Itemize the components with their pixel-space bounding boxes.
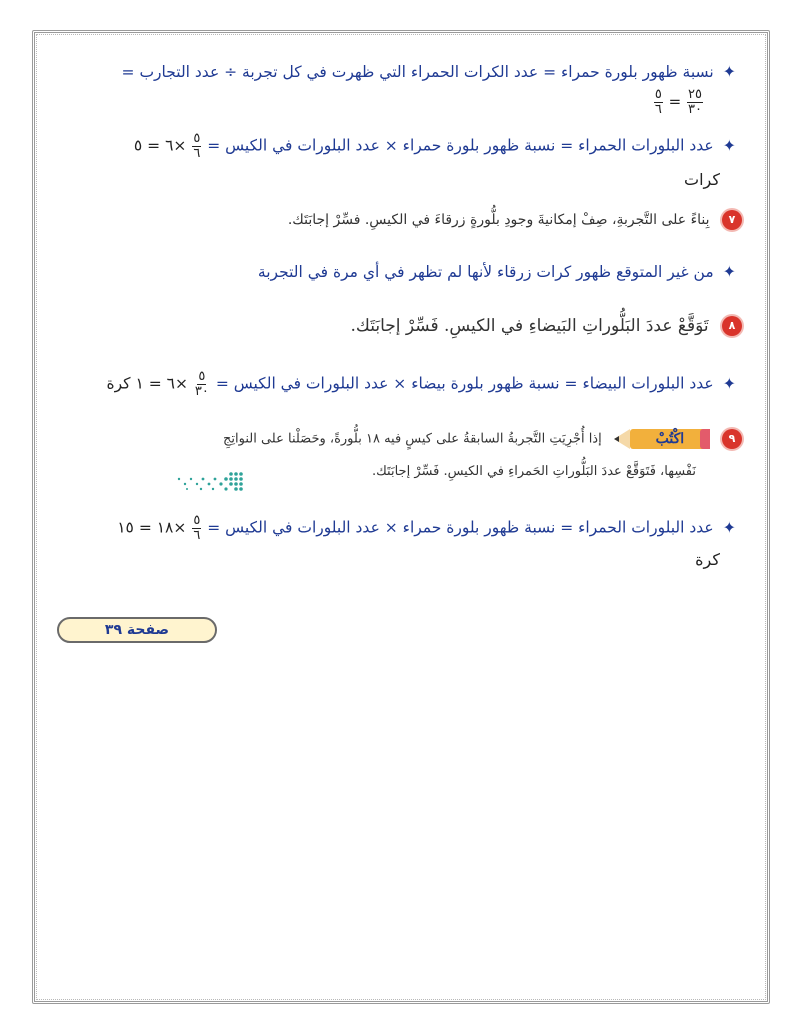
answer-7 xyxy=(60,262,736,281)
question-8 xyxy=(60,316,742,336)
ratio-fractions: $\frac{٢٥}{٣٠}$ = $\frac{٥}{٦}$ xyxy=(654,87,702,117)
diamond-bullet-icon: ✦ xyxy=(722,135,736,155)
question-9-line2 xyxy=(60,464,696,479)
fraction-5-30: $\frac{٥}{٣٠}$ xyxy=(194,369,209,399)
answer-8-result: ×٦ = ١ كرة xyxy=(106,374,188,393)
question-9-text-line2: نَفْسِها، فَتَوَقَّعْ عددَ البَلُّوراتِ الحَمراءِ في الكيسِ. فَسِّرْ إجابَتَك. xyxy=(371,464,696,479)
answer-9-text: عدد البلورات الحمراء = نسبة ظهور بلورة حمراء × عدد البلورات في الكيس = xyxy=(207,518,714,537)
diamond-bullet-icon: ✦ xyxy=(722,517,736,537)
fraction-25-30: $\frac{٢٥}{٣٠}$ xyxy=(688,87,702,117)
question-9 xyxy=(60,428,742,450)
fraction-5-6: $\frac{٥}{٦}$ xyxy=(193,513,201,543)
ratio-line xyxy=(60,62,736,81)
question-number-badge: ٩ xyxy=(722,429,742,449)
write-badge: اكْتُبْ xyxy=(630,429,710,449)
answer-7-text: من غير المتوقع ظهور كرات زرقاء لأنها لم تظهر في أي مرة في التجربة xyxy=(257,263,714,281)
red-count-text: عدد البلورات الحمراء = نسبة ظهور بلورة حمراء × عدد البلورات في الكيس = xyxy=(207,136,714,155)
pencil-icon xyxy=(614,428,710,450)
dots-logo-icon xyxy=(175,470,247,492)
answer-8 xyxy=(60,370,736,398)
diamond-bullet-icon: ✦ xyxy=(722,262,736,281)
fraction-5-6: $\frac{٥}{٦}$ xyxy=(654,87,662,117)
question-7 xyxy=(60,210,742,230)
question-9-text-line1: إذا أُجْرِيَتِ التَّجربةُ السابقةُ على كيسٍ فيه ١٨ بلُّورةً، وحَصَلْنا على النواتِجِ xyxy=(223,431,602,447)
answer-8-text: عدد البلورات البيضاء = نسبة ظهور بلورة بيضاء × عدد البلورات في الكيس = xyxy=(215,374,714,393)
red-count-unit: كرات xyxy=(684,170,720,189)
fraction-5-6: $\frac{٥}{٦}$ xyxy=(193,131,201,161)
diamond-bullet-icon: ✦ xyxy=(722,373,736,393)
red-count-result: ×٦ = ٥ xyxy=(133,136,187,155)
question-8-text: تَوَقَّعْ عددَ البَلُّوراتِ البَيضاءِ في الكيسِ. فَسِّرْ إجابَتَك. xyxy=(350,316,709,336)
answer-9-result: ×١٨ = ١٥ xyxy=(117,518,187,537)
question-number-badge: ٨ xyxy=(722,316,742,336)
answer-9 xyxy=(60,514,736,542)
question-7-text: بِناءً على التَّجربةِ، صِفْ إمكانيةَ وجودِ بلُّورةٍ زرقاءَ في الكيسِ. فسِّرْ إجابَتَك. xyxy=(287,212,710,228)
diamond-bullet-icon: ✦ xyxy=(722,62,736,81)
ratio-text: نسبة ظهور بلورة حمراء = عدد الكرات الحمراء التي ظهرت في كل تجربة ÷ عدد التجارب = xyxy=(121,63,714,81)
question-number-badge: ٧ xyxy=(722,210,742,230)
red-count-line xyxy=(60,132,736,160)
page-number-badge: صفحة ٣٩ xyxy=(57,617,217,643)
answer-9-unit: كرة xyxy=(695,550,720,569)
